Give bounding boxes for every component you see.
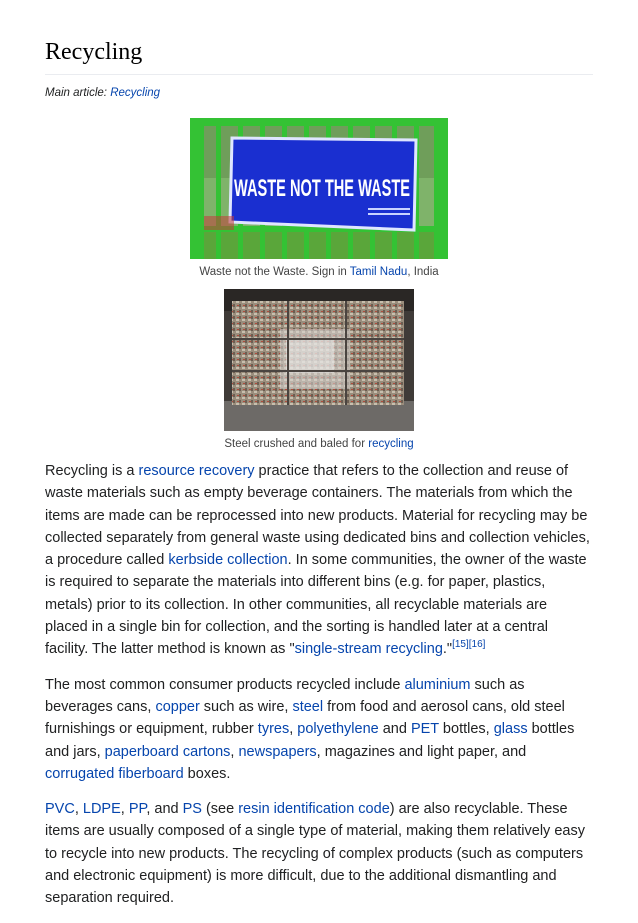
paragraph-2: The most common consumer products recycled include aluminium such as beverages cans, copper such as wire, steel from food and aerosol cans, old steel furnishings or equipment, rubber tyres, polyethylene and PET bottles, glass bottles and jars, paperboard cartons, newspapers, magazines and light paper, and corrugated fiberboard boxes.: [45, 676, 575, 782]
section-heading: Recycling: [45, 38, 593, 75]
figure-caption: Steel crushed and baled for recycling: [224, 438, 414, 450]
link-aluminium[interactable]: aluminium: [404, 676, 471, 693]
paragraph-3: PVC, LDPE, PP, and PS (see resin identification code) are also recyclable. These items are usually composed of a single type of material, making them relatively easy to recycle into new products. The recycling of complex products (such as computers and electronic equipment) is more difficult, due to the additional dismantling and separation required.: [45, 801, 585, 907]
waste-sign-image[interactable]: [190, 118, 448, 259]
caption-link-tamil-nadu[interactable]: Tamil Nadu: [349, 266, 408, 278]
link-copper[interactable]: copper: [155, 698, 200, 715]
sign-text: WASTE NOT THE WASTE: [234, 175, 410, 202]
reference-16[interactable]: [16]: [468, 639, 486, 651]
article-body: [45, 460, 593, 923]
link-single-stream-recycling[interactable]: single-stream recycling: [294, 641, 443, 658]
link-steel[interactable]: steel: [292, 698, 324, 715]
link-kerbside-collection[interactable]: kerbside collection: [168, 552, 288, 569]
link-resin-identification-code[interactable]: resin identification code: [238, 801, 390, 818]
link-ldpe[interactable]: LDPE: [82, 801, 121, 818]
link-polyethylene[interactable]: polyethylene: [297, 721, 379, 738]
link-newspapers[interactable]: newspapers: [238, 743, 317, 760]
link-corrugated-fiberboard[interactable]: corrugated fiberboard: [45, 765, 184, 782]
reference-15[interactable]: [15]: [452, 639, 469, 651]
link-tyres[interactable]: tyres: [257, 721, 290, 738]
link-ps[interactable]: PS: [182, 801, 202, 818]
paragraph-1: Recycling is a resource recovery practice that refers to the collection and reuse of waste materials such as empty beverage containers. The materials from which the items are made can be reprocessed into new products. Material for recycling may be collected separately from general waste using dedicated bins and collection vehicles, a procedure called kerbside collection. In some communities, the owner of the waste is required to separate the materials into different bins (e.g. for paper, plastics, metals) prior to its collection. In other communities, all recyclable materials are placed in a single bin for collection, and the sorting is handled later at a central facility. The latter method is known as "single-stream recycling."[15][16]: [45, 463, 590, 658]
link-pet[interactable]: PET: [410, 721, 439, 738]
hatnote: [45, 87, 160, 99]
figure-caption: Waste not the Waste. Sign in Tamil Nadu, India: [199, 266, 439, 278]
link-glass[interactable]: glass: [493, 721, 528, 738]
link-paperboard-cartons[interactable]: paperboard cartons: [104, 743, 231, 760]
hatnote-link[interactable]: Recycling: [110, 87, 161, 99]
figure-sign: [45, 118, 593, 280]
link-pp[interactable]: PP: [128, 801, 147, 818]
figure-bales: [45, 289, 593, 452]
steel-bales-image[interactable]: [224, 289, 414, 431]
hatnote-prefix: Main article:: [45, 87, 111, 99]
link-pvc[interactable]: PVC: [45, 801, 75, 818]
link-resource-recovery[interactable]: resource recovery: [138, 463, 255, 479]
caption-link-recycling[interactable]: recycling: [368, 438, 414, 450]
